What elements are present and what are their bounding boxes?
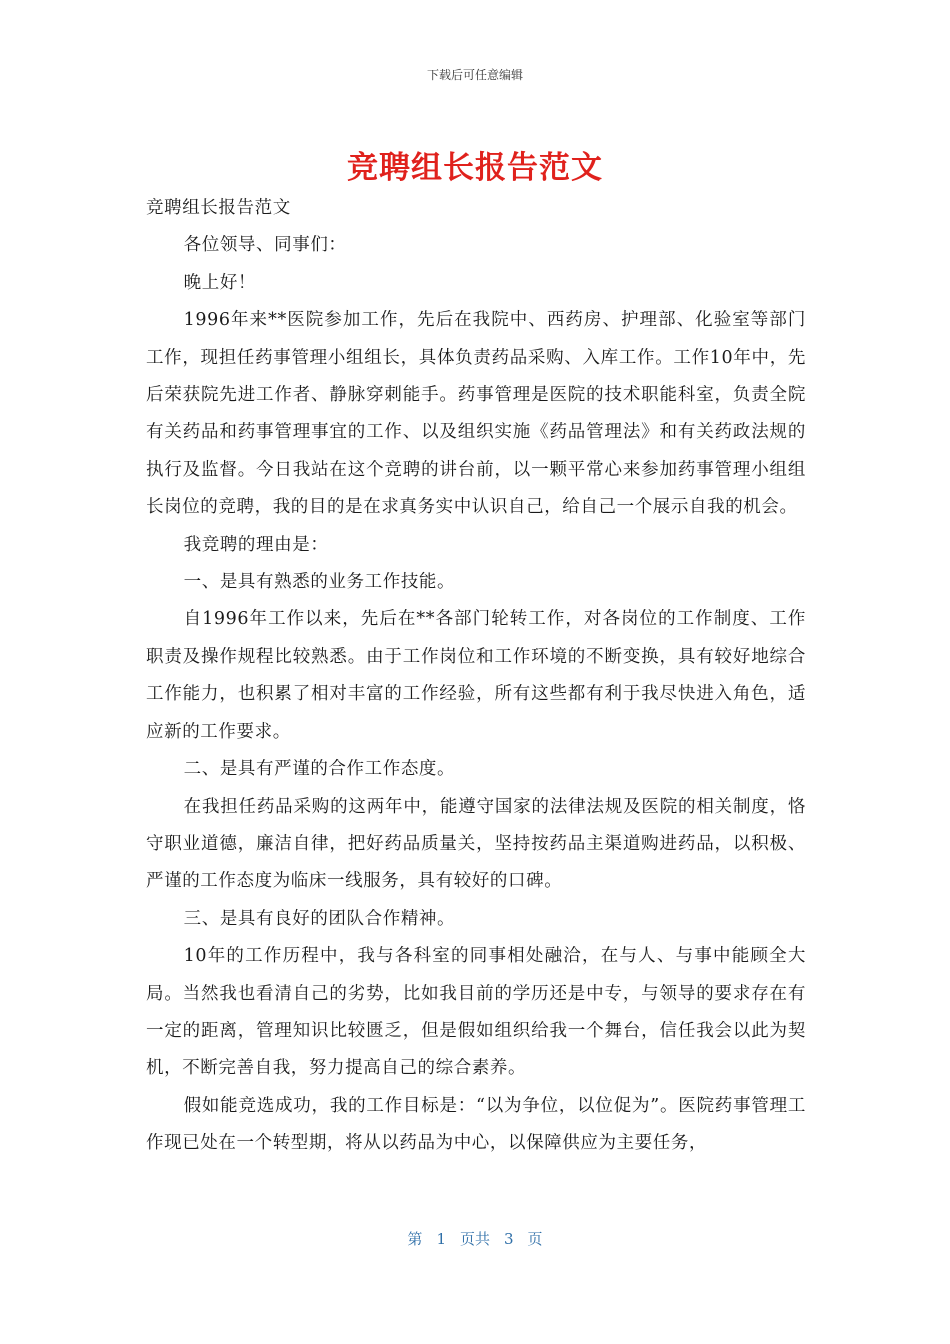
paragraph: 1996年来**医院参加工作，先后在我院中、西药房、护理部、化验室等部门工作，现担任药事管理小组组长，具体负责药品采购、入库工作。工作10年中，先后荣获院先进工作者、静脉穿刺能手。药事管理是医院的技术职能科室，负责全院有关药品和药事管理事宜的工作、以及组织实施《药品管理法》和有关药政法规的执行及监督。今日我站在这个竞聘的讲台前，以一颗平常心来参加药事管理小组组长岗位的竞聘，我的目的是在求真务实中认识自己，给自己一个展示自我的机会。 [146, 310, 806, 518]
paragraph: 晚上好！ [183, 272, 257, 293]
header-note: 下载后可任意编辑 [426, 68, 523, 82]
section-heading: 三、是具有良好的团队合作精神。 [183, 908, 456, 929]
document-title: 竞聘组长报告范文 [347, 150, 603, 186]
page-footer [0, 1228, 950, 1249]
page-suffix: 页 [527, 1230, 543, 1248]
page-total: 3 [504, 1230, 514, 1248]
page-middle: 页共 [459, 1230, 490, 1248]
document-body [146, 190, 806, 1163]
page-current: 1 [436, 1230, 446, 1248]
paragraph: 自1996年工作以来，先后在**各部门轮转工作，对各岗位的工作制度、工作职责及操作规程比较熟悉。由于工作岗位和工作环境的不断变换，具有较好地综合工作能力，也积累了相对丰富的工作经验，所有这些都有利于我尽快进入角色，适应新的工作要求。 [146, 609, 806, 742]
paragraph: 在我担任药品采购的这两年中，能遵守国家的法律法规及医院的相关制度，恪守职业道德，廉洁自律，把好药品质量关，坚持按药品主渠道购进药品，以积极、严谨的工作态度为临床一线服务，具有较好的口碑。 [146, 796, 806, 892]
section-heading: 二、是具有严谨的合作工作态度。 [183, 759, 456, 780]
paragraph: 各位领导、同事们： [183, 235, 347, 256]
paragraph: 10年的工作历程中，我与各科室的同事相处融洽，在与人、与事中能顾全大局。当然我也看清自己的劣势，比如我目前的学历还是中专，与领导的要求存在有一定的距离，管理知识比较匮乏，但是假如组织给我一个舞台，信任我会以此为契机，不断完善自我，努力提高自己的综合素养。 [146, 946, 806, 1079]
section-heading: 一、是具有熟悉的业务工作技能。 [183, 572, 456, 593]
page-prefix: 第 [407, 1230, 423, 1248]
paragraph: 竞聘组长报告范文 [146, 198, 291, 218]
paragraph: 我竞聘的理由是： [183, 534, 329, 555]
paragraph: 假如能竞选成功，我的工作目标是：“以为争位，以位促为”。医院药事管理工作现已处在一个转型期，将从以药品为中心，以保障供应为主要任务， [146, 1095, 806, 1154]
